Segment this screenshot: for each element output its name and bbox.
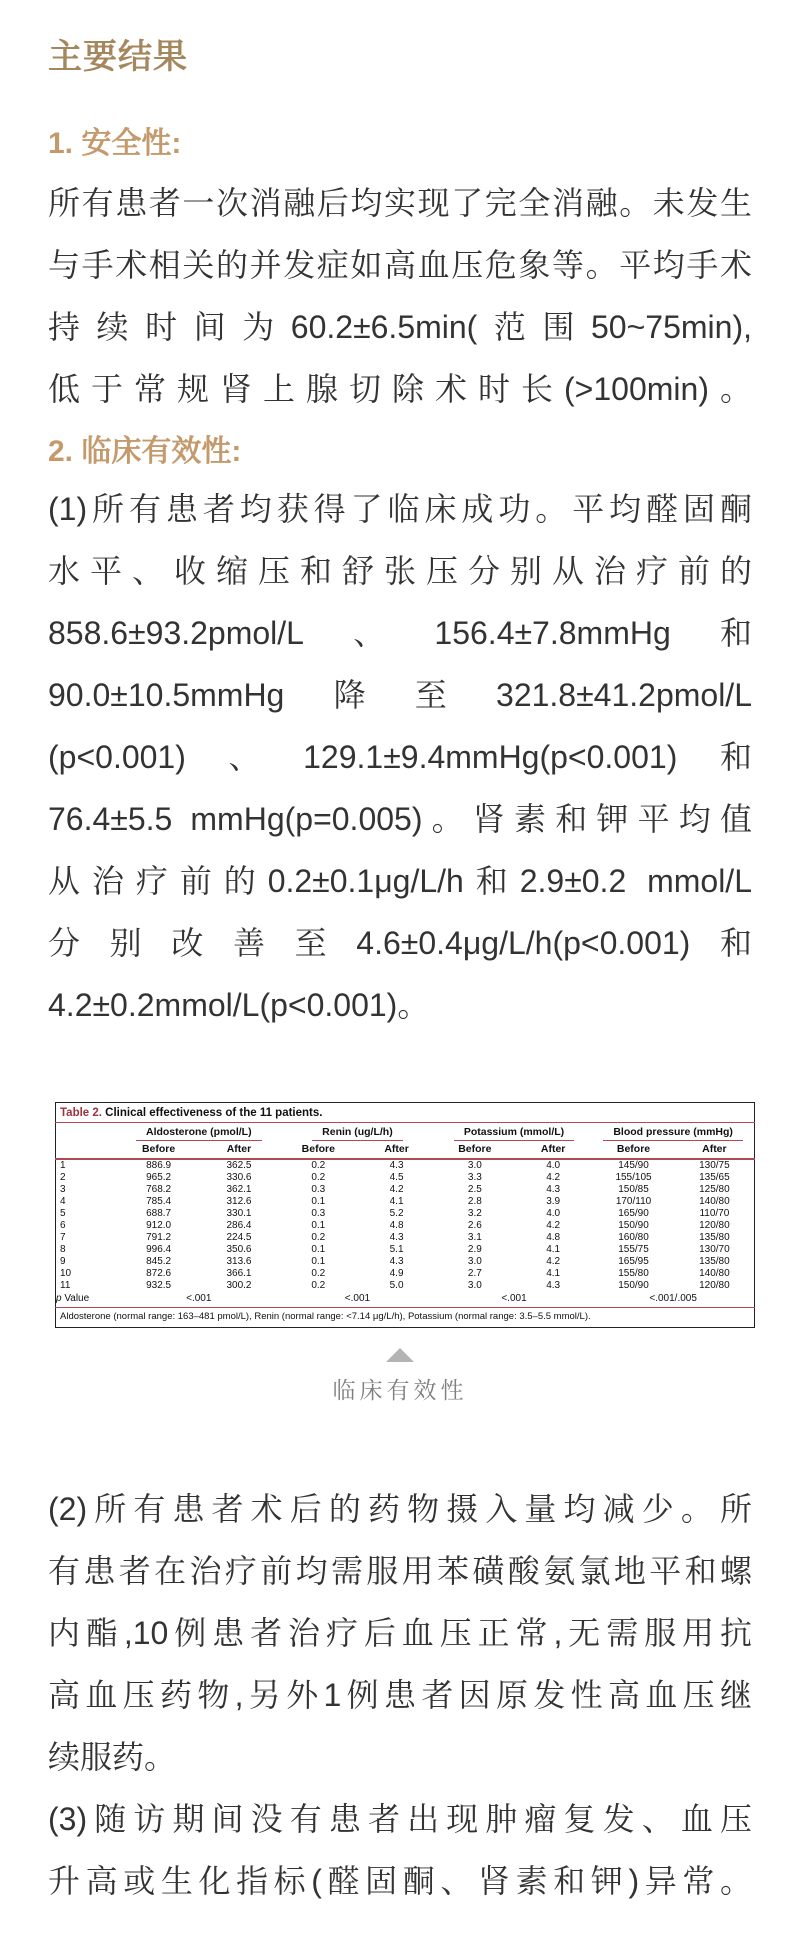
table-figure: [48, 1102, 752, 1406]
text-line: 与手术相关的并发症如高血压危象等。平均手术: [48, 247, 752, 283]
patient-id-cell: 7: [60, 1232, 66, 1243]
value-cell: 155/75: [618, 1244, 649, 1255]
patient-id-cell: 10: [60, 1268, 72, 1279]
value-cell: 0.3: [311, 1184, 326, 1195]
value-cell: 0.2: [311, 1232, 326, 1243]
value-cell: 0.1: [311, 1220, 326, 1231]
text-line: 76.4±5.5 mmHg(p=0.005)。肾素和钾平均值: [48, 801, 752, 837]
text-line: 分别改善至4.6±0.4μg/L/h(p<0.001)和: [48, 925, 752, 961]
value-cell: 912.0: [146, 1220, 172, 1231]
text-line: (p<0.001)、129.1±9.4mmHg(p<0.001)和: [48, 739, 752, 775]
value-cell: 932.5: [146, 1280, 172, 1291]
value-cell: 0.1: [311, 1244, 326, 1255]
column-group-header: [436, 1123, 593, 1142]
value-cell: 155/105: [615, 1172, 652, 1183]
value-cell: 330.1: [226, 1208, 252, 1219]
value-cell: 130/70: [699, 1244, 730, 1255]
subcolumn-header: Before: [592, 1141, 674, 1159]
table-row: [56, 1208, 755, 1220]
table-corner-cell: [56, 1123, 119, 1142]
value-cell: 4.2: [546, 1256, 561, 1267]
text-line: 内酯,10例患者治疗后血压正常,无需服用抗: [48, 1615, 752, 1651]
subcolumn-header: Before: [118, 1141, 198, 1159]
column-group-label: Aldosterone (pmol/L): [136, 1126, 262, 1141]
value-cell: 120/80: [699, 1280, 730, 1291]
page-title: 主要结果: [48, 39, 188, 76]
value-cell: 3.0: [467, 1280, 482, 1291]
value-cell: 155/80: [618, 1268, 649, 1279]
patient-id-cell: 1: [60, 1160, 66, 1171]
value-cell: 3.3: [467, 1172, 482, 1183]
value-cell: 165/95: [618, 1256, 649, 1267]
table-row: [56, 1172, 755, 1184]
p-value-cell: <.001: [344, 1293, 371, 1304]
text-line: 水平、收缩压和舒张压分别从治疗前的: [48, 553, 752, 589]
table-label: Table 2.: [60, 1107, 102, 1119]
value-cell: 2.8: [467, 1196, 482, 1207]
value-cell: 4.0: [546, 1208, 561, 1219]
value-cell: 5.1: [389, 1244, 404, 1255]
text-line: (1)所有患者均获得了临床成功。平均醛固酮: [48, 491, 752, 527]
subcolumn-header: After: [675, 1141, 755, 1159]
patient-id-cell: 6: [60, 1220, 66, 1231]
column-group-header: [279, 1123, 436, 1142]
value-cell: 150/85: [618, 1184, 649, 1195]
text-line: 90.0±10.5mmHg降至321.8±41.2pmol/L: [48, 677, 752, 713]
value-cell: 5.0: [389, 1280, 404, 1291]
section-heading-safety: 1. 安全性:: [48, 127, 182, 160]
value-cell: 366.1: [226, 1268, 252, 1279]
subcolumn-header: After: [357, 1141, 435, 1159]
p-value-label: p Value: [56, 1293, 90, 1304]
table-title-cell: [56, 1103, 755, 1123]
value-cell: 4.1: [546, 1244, 561, 1255]
table-row: [56, 1184, 755, 1196]
value-cell: 150/90: [618, 1220, 649, 1231]
value-cell: 0.2: [311, 1172, 326, 1183]
p-value-cell: <.001: [186, 1293, 212, 1304]
value-cell: 0.2: [311, 1160, 326, 1171]
patient-id-cell: 11: [60, 1280, 71, 1291]
value-cell: 2.5: [467, 1184, 482, 1195]
value-cell: 224.5: [226, 1232, 252, 1243]
paragraph-effectiveness-2: [48, 1478, 752, 1788]
table-row: [56, 1280, 755, 1292]
text-line: 所有患者一次消融后均实现了完全消融。未发生: [48, 185, 752, 221]
value-cell: 125/80: [699, 1184, 730, 1195]
text-line: 4.2±0.2mmol/L(p<0.001)。: [48, 987, 430, 1023]
column-group-header: [592, 1123, 754, 1142]
table-footnote: Aldosterone (normal range: 163–481 pmol/L), Renin (normal range: <7.14 μg/L/h), Potassium (normal range: 3.5–5.5 mmol/L).: [56, 1308, 755, 1328]
text-line: 续服药。: [48, 1739, 177, 1775]
value-cell: 140/80: [699, 1196, 730, 1207]
value-cell: 872.6: [146, 1268, 172, 1279]
text-line: 低于常规肾上腺切除术时长(>100min)。: [48, 371, 752, 407]
text-line: 从治疗前的0.2±0.1μg/L/h和2.9±0.2 mmol/L: [48, 863, 752, 899]
value-cell: 362.1: [226, 1184, 252, 1195]
value-cell: 110/70: [699, 1208, 730, 1219]
p-value-cell: <.001: [501, 1293, 527, 1304]
table-row: [56, 1256, 755, 1268]
value-cell: 160/80: [618, 1232, 649, 1243]
value-cell: 350.6: [226, 1244, 252, 1255]
value-cell: 312.6: [226, 1196, 252, 1207]
value-cell: 330.6: [226, 1172, 252, 1183]
text-line: 持续时间为60.2±6.5min(范围50~75min),: [48, 309, 752, 345]
value-cell: 4.0: [546, 1160, 561, 1171]
triangle-up-icon: [386, 1348, 414, 1362]
article-page: [0, 36, 800, 1934]
value-cell: 4.3: [546, 1184, 561, 1195]
value-cell: 4.9: [389, 1268, 404, 1279]
value-cell: 135/65: [699, 1172, 730, 1183]
value-cell: 0.3: [311, 1208, 326, 1219]
value-cell: 362.5: [226, 1160, 252, 1171]
p-value-row: [56, 1292, 755, 1308]
value-cell: 300.2: [226, 1280, 252, 1291]
value-cell: 140/80: [699, 1268, 730, 1279]
column-group-label: Renin (ug/L/h): [312, 1126, 403, 1141]
value-cell: 688.7: [146, 1208, 172, 1219]
value-cell: 0.2: [311, 1268, 326, 1279]
value-cell: 965.2: [146, 1172, 172, 1183]
value-cell: 886.9: [146, 1160, 172, 1171]
patient-id-cell: 3: [60, 1184, 66, 1195]
clinical-table-image: [55, 1102, 755, 1328]
table-row: [56, 1232, 755, 1244]
subcolumn-header: Before: [279, 1141, 357, 1159]
patient-id-cell: 2: [60, 1172, 66, 1183]
value-cell: 3.1: [467, 1232, 482, 1243]
patient-id-cell: 5: [60, 1208, 66, 1219]
value-cell: 2.6: [467, 1220, 482, 1231]
paragraph-effectiveness-1: [48, 478, 752, 1036]
subcolumn-header: After: [514, 1141, 592, 1159]
subcolumn-header: After: [199, 1141, 279, 1159]
table-group-header-row: [56, 1123, 755, 1142]
value-cell: 3.0: [467, 1160, 482, 1171]
text-line: 升高或生化指标(醛固酮、肾素和钾)异常。: [48, 1863, 752, 1899]
section-heading-effectiveness: 2. 临床有效性:: [48, 435, 242, 468]
value-cell: 4.1: [389, 1196, 404, 1207]
value-cell: 4.5: [389, 1172, 404, 1183]
table-row: [56, 1196, 755, 1208]
value-cell: 3.0: [467, 1256, 482, 1267]
value-cell: 130/75: [699, 1160, 730, 1171]
value-cell: 845.2: [146, 1256, 172, 1267]
value-cell: 135/80: [699, 1232, 730, 1243]
value-cell: 120/80: [699, 1220, 730, 1231]
text-line: 有患者在治疗前均需服用苯磺酸氨氯地平和螺: [48, 1553, 752, 1589]
value-cell: 785.4: [146, 1196, 172, 1207]
patient-id-cell: 8: [60, 1244, 66, 1255]
table-row: [56, 1244, 755, 1256]
value-cell: 150/90: [618, 1280, 649, 1291]
table-corner-cell: [56, 1141, 119, 1159]
value-cell: 145/90: [618, 1160, 649, 1171]
value-cell: 4.2: [389, 1184, 404, 1195]
value-cell: 2.9: [467, 1244, 482, 1255]
value-cell: 4.3: [389, 1160, 404, 1171]
table-subheader-row: [56, 1141, 755, 1159]
text-line: 高血压药物,另外1例患者因原发性高血压继: [48, 1677, 752, 1713]
value-cell: 4.2: [546, 1220, 561, 1231]
value-cell: 4.3: [546, 1280, 561, 1291]
value-cell: 0.2: [311, 1280, 326, 1291]
table-title-row: [56, 1103, 755, 1123]
value-cell: 4.3: [389, 1256, 404, 1267]
paragraph-safety: [48, 172, 752, 420]
figure-caption: 临床有效性: [332, 1377, 468, 1403]
value-cell: 286.4: [226, 1220, 252, 1231]
value-cell: 996.4: [146, 1244, 172, 1255]
text-line: (2)所有患者术后的药物摄入量均减少。所: [48, 1491, 752, 1527]
value-cell: 4.1: [546, 1268, 561, 1279]
column-group-header: [118, 1123, 279, 1142]
column-group-label: Blood pressure (mmHg): [603, 1126, 743, 1141]
text-line: (3)随访期间没有患者出现肿瘤复发、血压: [48, 1801, 752, 1837]
value-cell: 5.2: [389, 1208, 404, 1219]
p-value-cell: <.001/.005: [649, 1293, 697, 1304]
subcolumn-header: Before: [436, 1141, 514, 1159]
patient-id-cell: 4: [60, 1196, 66, 1207]
value-cell: 4.8: [389, 1220, 404, 1231]
value-cell: 313.6: [226, 1256, 252, 1267]
table-row: [56, 1268, 755, 1280]
table-footnote-row: [56, 1308, 755, 1328]
value-cell: 135/80: [699, 1256, 730, 1267]
value-cell: 165/90: [618, 1208, 649, 1219]
value-cell: 4.8: [546, 1232, 561, 1243]
value-cell: 170/110: [615, 1196, 652, 1207]
value-cell: 4.3: [389, 1232, 404, 1243]
table-row: [56, 1159, 755, 1172]
value-cell: 2.7: [467, 1268, 482, 1279]
value-cell: 768.2: [146, 1184, 172, 1195]
value-cell: 4.2: [546, 1172, 561, 1183]
value-cell: 3.9: [546, 1196, 561, 1207]
patient-id-cell: 9: [60, 1256, 66, 1267]
table-title-text: Clinical effectiveness of the 11 patients.: [101, 1107, 323, 1119]
value-cell: 0.1: [311, 1256, 326, 1267]
value-cell: 3.2: [467, 1208, 482, 1219]
text-line: 858.6±93.2pmol/L、156.4±7.8mmHg和: [48, 615, 752, 651]
paragraph-effectiveness-3: [48, 1788, 752, 1912]
clinical-effectiveness-table: [55, 1102, 755, 1328]
table-row: [56, 1220, 755, 1232]
value-cell: 0.1: [311, 1196, 326, 1207]
column-group-label: Potassium (mmol/L): [454, 1126, 574, 1141]
value-cell: 791.2: [146, 1232, 172, 1243]
